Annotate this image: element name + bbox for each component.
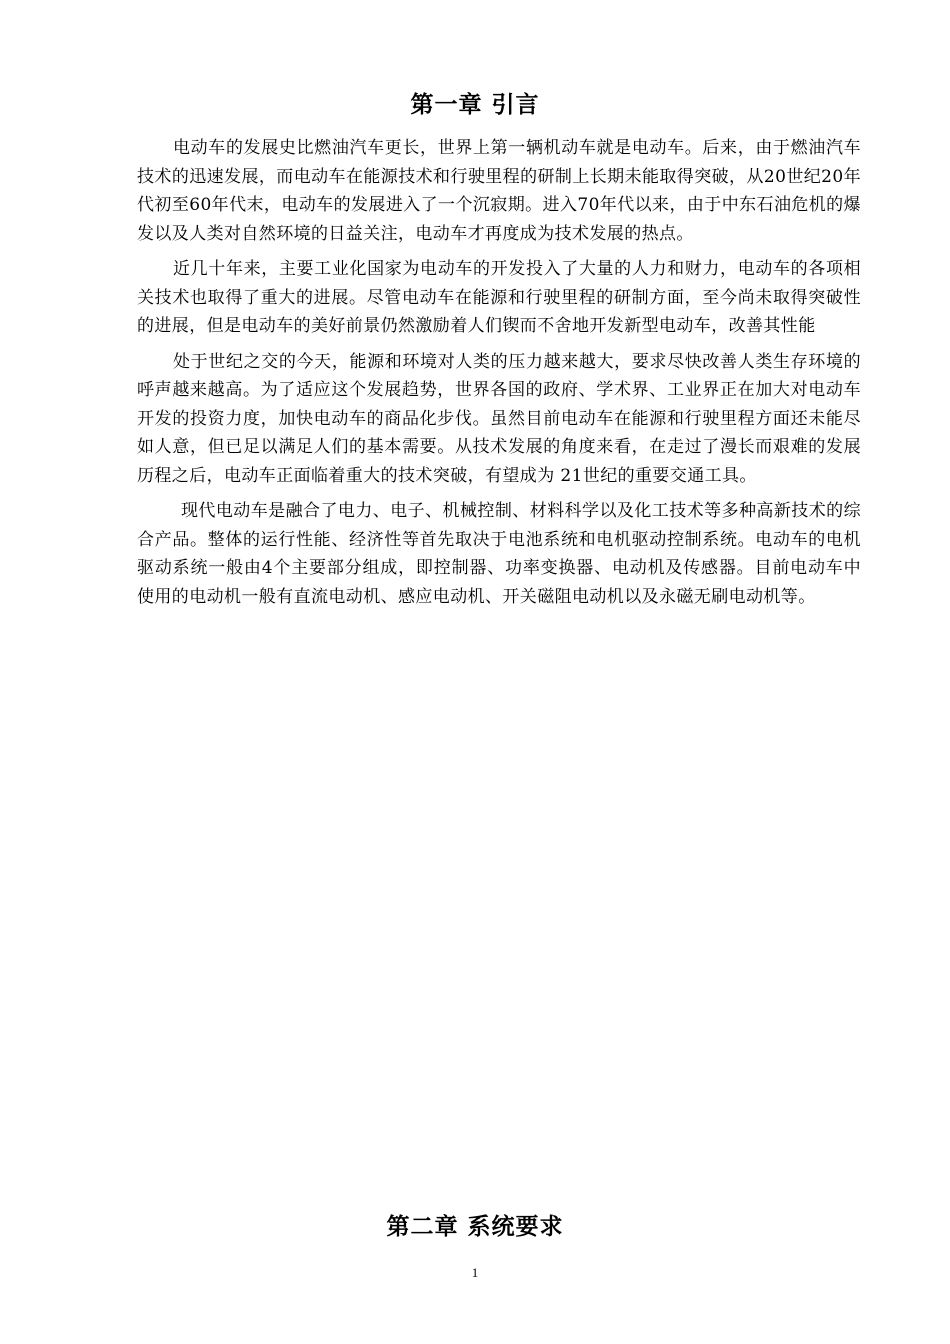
chapter-1-body bbox=[137, 134, 861, 618]
page-number: 1 bbox=[471, 1265, 479, 1280]
paragraph-3: 处于世纪之交的今天，能源和环境对人类的压力越来越大，要求尽快改善人类生存环境的呼声越来越高。为了适应这个发展趋势，世界各国的政府、学术界、工业界正在加大对电动车开发的投资力度，加快电动车的商品化步伐。虽然目前电动车在能源和行驶里程方面还未能尽如人意，但已足以满足人们的基本需要。从技术发展的角度来看，在走过了漫长而艰难的发展历程之后，电动车正面临着重大的技术突破，有望成为 21世纪的重要交通工具。 bbox=[137, 351, 861, 486]
chapter-2-title: 第二章 系统要求 bbox=[386, 1214, 564, 1240]
paragraph-4: 现代电动车是融合了电力、电子、机械控制、材料科学以及化工技术等多种高新技术的综合产品。整体的运行性能、经济性等首先取决于电池系统和电机驱动控制系统。电动车的电机驱动系统一般由4个主要部分组成，即控制器、功率变换器、电动机及传感器。目前电动车中使用的电动机一般有直流电动机、感应电动机、开关磁阻电动机以及永磁无刷电动机等。 bbox=[137, 501, 861, 607]
paragraph-1: 电动车的发展史比燃油汽车更长，世界上第一辆机动车就是电动车。后来，由于燃油汽车技术的迅速发展，而电动车在能源技术和行驶里程的研制上长期未能取得突破，从20世纪20年代初至60年代末，电动车的发展进入了一个沉寂期。进入70年代以来，由于中东石油危机的爆发以及人类对自然环境的日益关注，电动车才再度成为技术发展的热点。 bbox=[137, 138, 861, 244]
chapter-1-title: 第一章 引言 bbox=[410, 92, 540, 118]
paragraph-2: 近几十年来，主要工业化国家为电动车的开发投入了大量的人力和财力，电动车的各项相关技术也取得了重大的进展。尽管电动车在能源和行驶里程的研制方面，至今尚未取得突破性的进展，但是电动车的美好前景仍然激励着人们锲而不舍地开发新型电动车，改善其性能 bbox=[137, 259, 861, 336]
